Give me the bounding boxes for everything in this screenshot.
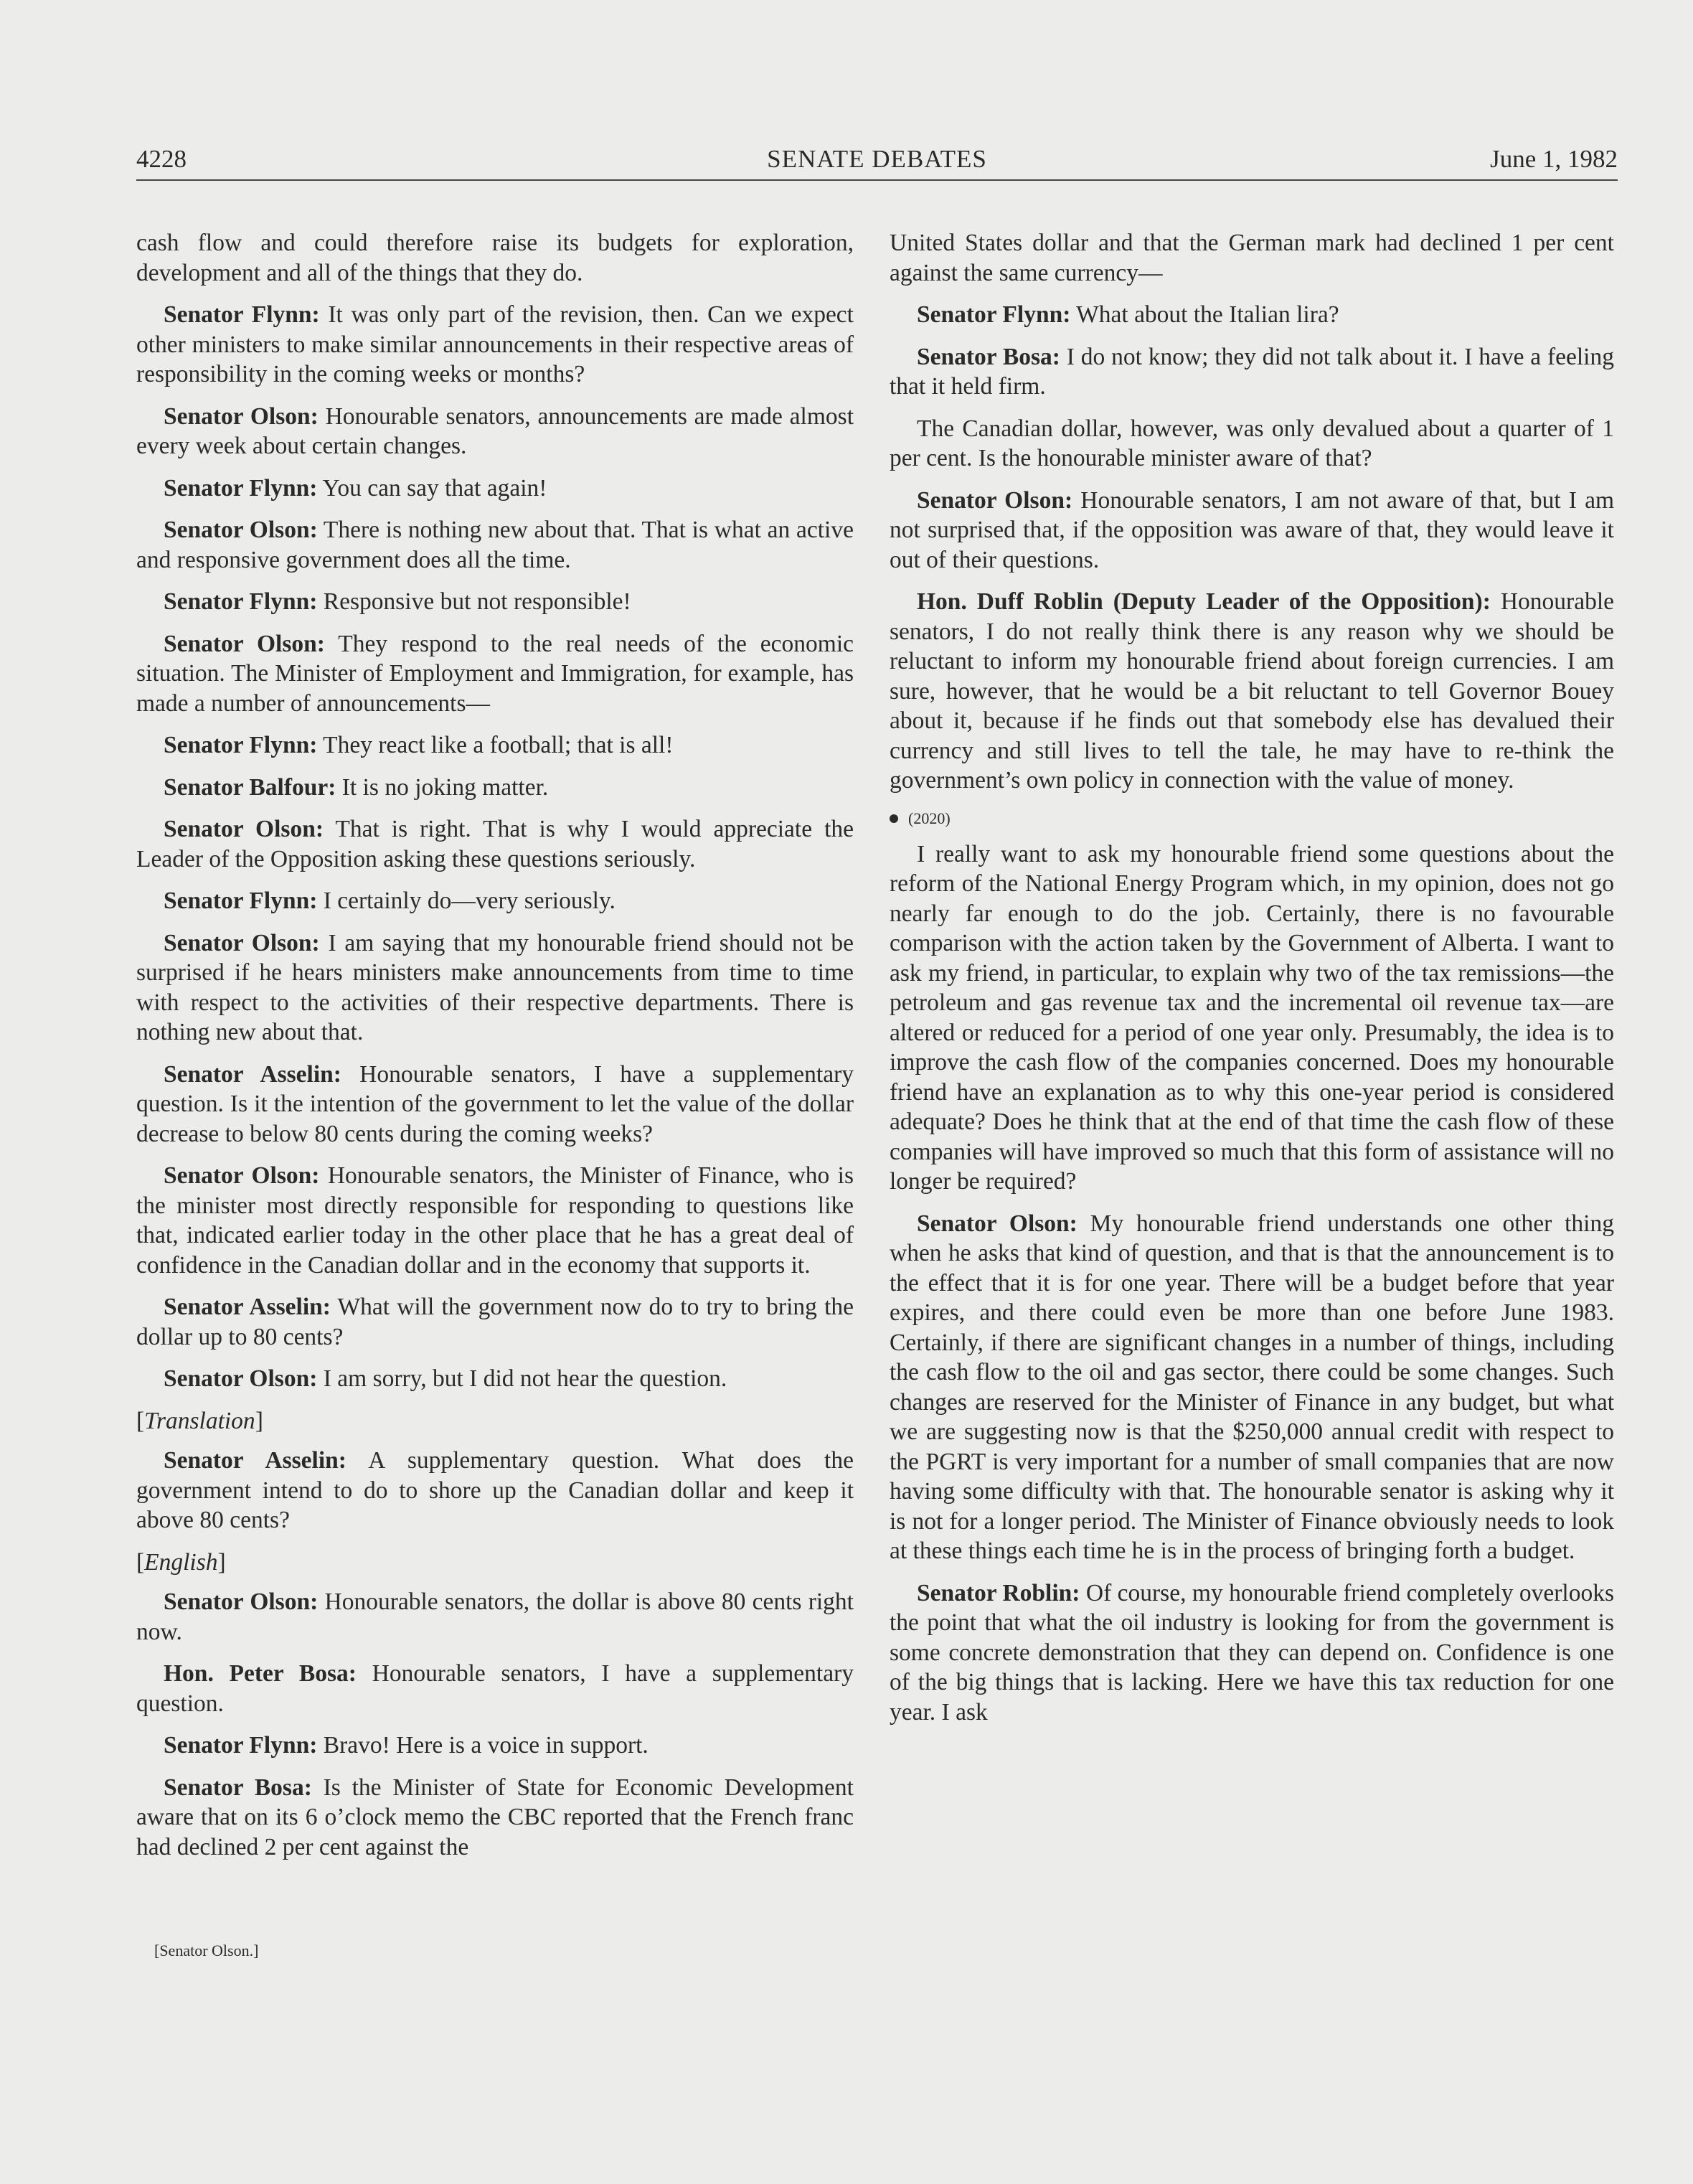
paragraph-text: Bravo! Here is a voice in support. [317, 1732, 649, 1759]
page-header [136, 143, 1618, 181]
speaker-name: Senator Asselin: [164, 1060, 341, 1088]
time-marker [890, 808, 1614, 829]
language-marker: [Translation] [136, 1407, 263, 1434]
paragraph-text: Honourable senators, I have a supplementary question. [136, 1660, 854, 1717]
paragraph [890, 342, 1614, 402]
speaker-name: Senator Bosa: [917, 343, 1060, 370]
paragraph [136, 1773, 854, 1863]
paragraph [136, 1060, 854, 1149]
speaker-name: Senator Olson: [164, 929, 320, 956]
paragraph-text: Honourable senators, announcements are made almost every week about certain changes. [136, 403, 854, 459]
paragraph [136, 474, 854, 504]
paragraph [136, 515, 854, 575]
paragraph-text: There is nothing new about that. That is what an active and responsive government does all the time. [136, 517, 854, 573]
paragraph [890, 300, 1614, 330]
speaker-name: Senator Asselin: [164, 1294, 331, 1320]
paragraph [890, 1209, 1614, 1566]
paragraph-text: It was only part of the revision, then. Can we expect other ministers to make similar announcements in their respective areas of responsibility in the coming weeks or months? [136, 301, 854, 387]
publication-date: June 1, 1982 [1490, 145, 1618, 173]
paragraph-text: Honourable senators, the Minister of Finance, who is the minister most directly responsible for responding to questions like that, indicated earlier today in the other place that he has a great deal of confidence in the Canadian dollar and in the economy that supports it. [136, 1162, 854, 1279]
paragraph [890, 839, 1614, 1197]
paragraph [890, 1578, 1614, 1728]
paragraph [890, 587, 1614, 796]
paragraph [136, 629, 854, 719]
speaker-name: Senator Balfour: [164, 773, 336, 801]
publication-title: SENATE DEBATES [767, 145, 987, 173]
page-number: 4228 [136, 145, 187, 173]
paragraph [136, 814, 854, 874]
speaker-name: Senator Flynn: [164, 301, 320, 328]
paragraph-text: The Canadian dollar, however, was only devalued about a quarter of 1 per cent. Is the honourable minister aware of that? [890, 415, 1614, 471]
paragraph-text: You can say that again! [317, 474, 547, 502]
paragraph-text: Honourable senators, I do not really think there is any reason why we should be reluctant to inform my honourable friend about foreign currencies. I am sure, however, that he would be a bit reluctant to tell Governor Bouey about it, because if he finds out that somebody else has devalued their currency and still lives to tell the tale, he may have to re-think the government’s own policy in connection with the value of money. [890, 588, 1614, 794]
paragraph [136, 228, 854, 288]
paragraph [890, 228, 1614, 288]
language-label: Translation [144, 1407, 255, 1434]
speaker-name: Senator Flynn: [164, 588, 318, 615]
left-column [136, 228, 854, 1874]
paragraph-text: They react like a football; that is all! [317, 732, 674, 758]
paragraph [136, 1659, 854, 1718]
paragraph [136, 1292, 854, 1352]
paragraph-text: What will the government now do to try to bring the dollar up to 80 cents? [136, 1294, 854, 1350]
paragraph [136, 1731, 854, 1761]
speaker-name: Senator Flynn: [164, 1732, 318, 1759]
paragraph-text: My honourable friend understands one other thing when he asks that kind of question, and that is that the announcement is to the effect that it is for one year. There will be a budget before that year expires, and there could even be more than one before June 1983. Certainly, if there are significant changes in a number of things, including the cash flow to the oil and gas sector, there could be some changes. Such changes are reserved for the Minister of Finance in any budget, but what we are suggesting now is that the $250,000 annual credit with respect to the PGRT is very important for a number of small companies that are now having some difficulty with that. The honourable senator is asking why it is not for a longer period. The Minister of Finance obviously needs to look at these things each time he is in the process of bringing forth a budget. [890, 1210, 1614, 1564]
speaker-name: Senator Olson: [917, 486, 1073, 514]
speaker-name: Senator Olson: [164, 517, 318, 543]
speaker-name: Senator Olson: [917, 1210, 1077, 1237]
paragraph-text: United States dollar and that the German mark had declined 1 per cent against the same currency— [890, 230, 1614, 286]
speaker-name: Hon. Duff Roblin (Deputy Leader of the Opposition): [917, 588, 1491, 615]
paragraph [136, 1587, 854, 1647]
language-label: English [144, 1548, 218, 1576]
speaker-name: Senator Flynn: [164, 474, 318, 502]
paragraph-text: Honourable senators, the dollar is above 80 cents right now. [136, 1588, 854, 1645]
paragraph [136, 1161, 854, 1280]
paragraph [136, 773, 854, 803]
speaker-name: Senator Bosa: [164, 1774, 312, 1801]
paragraph-text: Honourable senators, I am not aware of that, but I am not surprised that, if the opposition was aware of that, they would leave it out of their questions. [890, 486, 1614, 573]
paragraph [136, 300, 854, 390]
speaker-name: Senator Roblin: [917, 1579, 1080, 1606]
language-marker: [English] [136, 1548, 226, 1576]
speaker-name: Senator Olson: [164, 1588, 319, 1615]
speaker-name: Senator Flynn: [164, 888, 318, 914]
paragraph [136, 730, 854, 761]
right-column [890, 228, 1614, 1739]
paragraph [890, 414, 1614, 474]
paragraph-text: I am sorry, but I did not hear the question. [317, 1365, 727, 1392]
paragraph [890, 486, 1614, 575]
paragraph [136, 886, 854, 916]
paragraph-text: Of course, my honourable friend completely overlooks the point that what the oil industry is looking for from the government is some concrete demonstration that they can depend on. Confidence is one of the big things that is lacking. Here we have this tax reduction for one year. I ask [890, 1579, 1614, 1726]
footnote: [Senator Olson.] [154, 1941, 259, 1959]
paragraph-text: Honourable senators, I have a supplementary question. Is it the intention of the government to let the value of the dollar decrease to below 80 cents during the coming weeks? [136, 1060, 854, 1147]
paragraph-text: I am saying that my honourable friend should not be surprised if he hears ministers make announcements from time to time with respect to the activities of their respective departments. There is nothing new about that. [136, 929, 854, 1045]
speaker-name: Senator Asselin: [164, 1447, 346, 1474]
paragraph-text: It is no joking matter. [336, 773, 549, 801]
paragraph [136, 402, 854, 461]
speaker-name: Senator Flynn: [917, 301, 1071, 328]
paragraph [136, 1364, 854, 1394]
paragraph-text: I certainly do—very seriously. [317, 888, 616, 914]
paragraph-text: I do not know; they did not talk about it. I have a feeling that it held firm. [890, 343, 1614, 400]
bullet-icon [890, 814, 898, 823]
paragraph-text: That is right. That is why I would appreciate the Leader of the Opposition asking these questions seriously. [136, 816, 854, 872]
paragraph-text: cash flow and could therefore raise its budgets for exploration, development and all of the things that they do. [136, 230, 854, 286]
speaker-name: Senator Olson: [164, 1162, 320, 1189]
speaker-name: Senator Olson: [164, 1365, 318, 1392]
speaker-name: Senator Olson: [164, 403, 319, 430]
paragraph-text: They respond to the real needs of the economic situation. The Minister of Employment and Immigration, for example, has made a number of announcements— [136, 630, 854, 717]
paragraph-text: I really want to ask my honourable friend some questions about the reform of the National Energy Program which, in my opinion, does not go nearly far enough to do the job. Certainly, there is no favourable comparison with the action taken by the Government of Alberta. I want to ask my friend, in particular, to explain why two of the tax remissions—the petroleum and gas revenue tax and the incremental oil revenue tax—are altered or reduced for a period of one year only. Presumably, the idea is to improve the cash flow of the companies concerned. Does my honourable friend have an explanation as to why this one-year period is considered adequate? Does he think that at the end of that time the cash flow of these companies will have improved so much that this form of assistance will no longer be required? [890, 840, 1614, 1195]
paragraph-text: Responsive but not responsible! [317, 588, 631, 615]
paragraph [136, 1446, 854, 1535]
paragraph-text: What about the Italian lira? [1070, 301, 1339, 328]
paragraph [136, 587, 854, 617]
speaker-name: Senator Olson: [164, 630, 325, 657]
paragraph [136, 928, 854, 1048]
speaker-name: Senator Flynn: [164, 732, 318, 758]
paragraph-text: Is the Minister of State for Economic Development aware that on its 6 o’clock memo the CBC reported that the French franc had declined 2 per cent against the [136, 1774, 854, 1860]
speaker-name: Senator Olson: [164, 816, 324, 842]
time-label: (2020) [908, 809, 951, 827]
paragraph-text: A supplementary question. What does the government intend to do to shore up the Canadian dollar and keep it above 80 cents? [136, 1447, 854, 1533]
speaker-name: Hon. Peter Bosa: [164, 1660, 357, 1687]
